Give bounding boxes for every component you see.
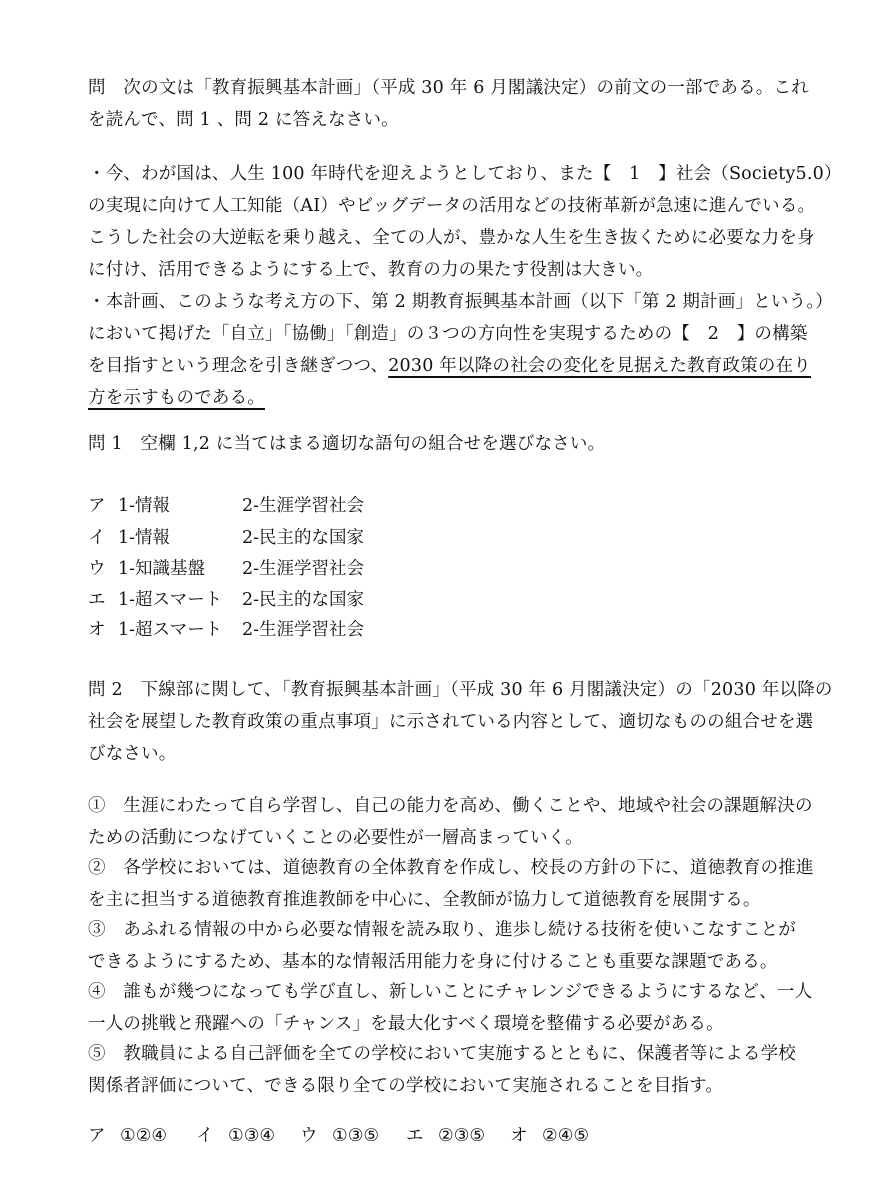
q1-option-blank1: 1-超スマート: [118, 590, 223, 610]
passage-p2-line-1: ・本計画、このような考え方の下、第 2 期教育振興基本計画（以下「第 2 期計画」という。）: [88, 292, 833, 312]
q1-option-blank1: 1-情報: [118, 496, 171, 516]
q1-option-letter: オ: [88, 620, 106, 640]
q1-option-blank1: 1-超スマート: [118, 620, 223, 640]
q2-prompt-line-1: 問 2 下線部に関して、「教育振興基本計画」（平成 30 年 6 月閣議決定）の「2030 年以降の: [88, 680, 833, 700]
q2-item-2-line-1: ② 各学校においては、道徳教育の全体教育を作成し、校長の方針の下に、道徳教育の推進: [88, 858, 814, 878]
passage-p1-line-3: こうした社会の大逆転を乗り越え、全ての人が、豊かな人生を生き抜くために必要な力を身: [88, 228, 815, 248]
q1-option-blank2: 2-生涯学習社会: [242, 496, 365, 516]
q1-option-letter: エ: [88, 590, 106, 610]
intro-line-2: を読んで、問 1 、問 2 に答えなさい。: [88, 110, 399, 130]
q2-answer-combo: ①②④: [120, 1126, 168, 1146]
q2-item-4-line-1: ④ 誰もが幾つになっても学び直し、新しいことにチャレンジできるようにするなど、一人: [88, 982, 813, 1002]
q2-item-3-line-2: できるようにするため、基本的な情報活用能力を身に付けることも重要な課題である。: [88, 952, 778, 972]
q2-item-2-line-2: を主に担当する道徳教育推進教師を中心に、全教師が協力して道徳教育を展開する。: [88, 890, 761, 910]
q1-prompt: 問 1 空欄 1,2 に当てはまる適切な語句の組合せを選びなさい。: [88, 434, 606, 454]
q2-answer-combo: ①③④: [228, 1126, 276, 1146]
q2-item-3-line-1: ③ あふれる情報の中から必要な情報を読み取り、進歩し続ける技術を使いこなすことが: [88, 920, 796, 940]
q1-option-blank1: 1-情報: [118, 528, 171, 548]
q2-answer-combo: ②③⑤: [438, 1126, 486, 1146]
q2-answer-combo: ①③⑤: [332, 1126, 380, 1146]
q2-item-1-line-1: ① 生涯にわたって自ら学習し、自己の能力を高め、働くことや、地域や社会の課題解決の: [88, 796, 813, 816]
q1-option-letter: ア: [88, 496, 106, 516]
passage-p2-line-2: において掲げた「自立」「協働」「創造」の３つの方向性を実現するための【 2 】の構築: [88, 324, 808, 344]
passage-p2-line-3: [88, 350, 812, 382]
q1-option-blank2: 2-民主的な国家: [242, 528, 365, 548]
q1-option-letter: イ: [88, 528, 106, 548]
q2-prompt-line-3: びなさい。: [88, 744, 177, 764]
q2-answer-letter: ア: [88, 1126, 106, 1146]
intro-line-1: 問 次の文は「教育振興基本計画」（平成 30 年 6 月閣議決定）の前文の一部である。これ: [88, 78, 809, 98]
q2-answer-letter: ウ: [300, 1126, 318, 1146]
q2-prompt-line-2: 社会を展望した教育政策の重点事項」に示されている内容として、適切なものの組合せを選: [88, 712, 814, 732]
q2-answer-letter: イ: [196, 1126, 214, 1146]
underlined-passage-part-1: 2030 年以降の社会の変化を見据えた教育政策の在り: [388, 356, 812, 376]
q2-answer-letter: エ: [406, 1126, 424, 1146]
q2-item-5-line-2: 関係者評価について、できる限り全ての学校において実施されることを目指す。: [88, 1076, 724, 1096]
q2-item-1-line-2: ための活動につなげていくことの必要性が一層高まっていく。: [88, 828, 583, 848]
q2-item-5-line-1: ⑤ 教職員による自己評価を全ての学校において実施するとともに、保護者等による学校: [88, 1044, 796, 1064]
q1-option-letter: ウ: [88, 559, 106, 579]
passage-p1-line-4: に付け、活用できるようにする上で、教育の力の果たす役割は大きい。: [88, 260, 654, 280]
passage-p2-line-4: [88, 382, 808, 414]
q1-option-blank2: 2-生涯学習社会: [242, 620, 365, 640]
passage-p2-line-3-plain: を目指すという理念を引き継ぎつつ、: [88, 356, 389, 376]
q2-answer-combo: ②④⑤: [542, 1126, 590, 1146]
q1-option-blank1: 1-知識基盤: [118, 559, 206, 579]
underlined-passage-part-2: 方を示すものである。: [88, 388, 265, 408]
q2-item-4-line-2: 一人の挑戦と飛躍への「チャンス」を最大化すべく環境を整備する必要がある。: [88, 1014, 724, 1034]
q1-option-blank2: 2-生涯学習社会: [242, 559, 365, 579]
passage-p1-line-2: の実現に向けて人工知能（AI）やビッグデータの活用などの技術革新が急速に進んでいる。: [88, 196, 816, 216]
q2-answer-letter: オ: [510, 1126, 528, 1146]
passage-p1-line-1: ・今、わが国は、人生 100 年時代を迎えようとしており、また【 1 】社会（Society5.0）: [88, 164, 842, 184]
q1-option-blank2: 2-民主的な国家: [242, 590, 365, 610]
